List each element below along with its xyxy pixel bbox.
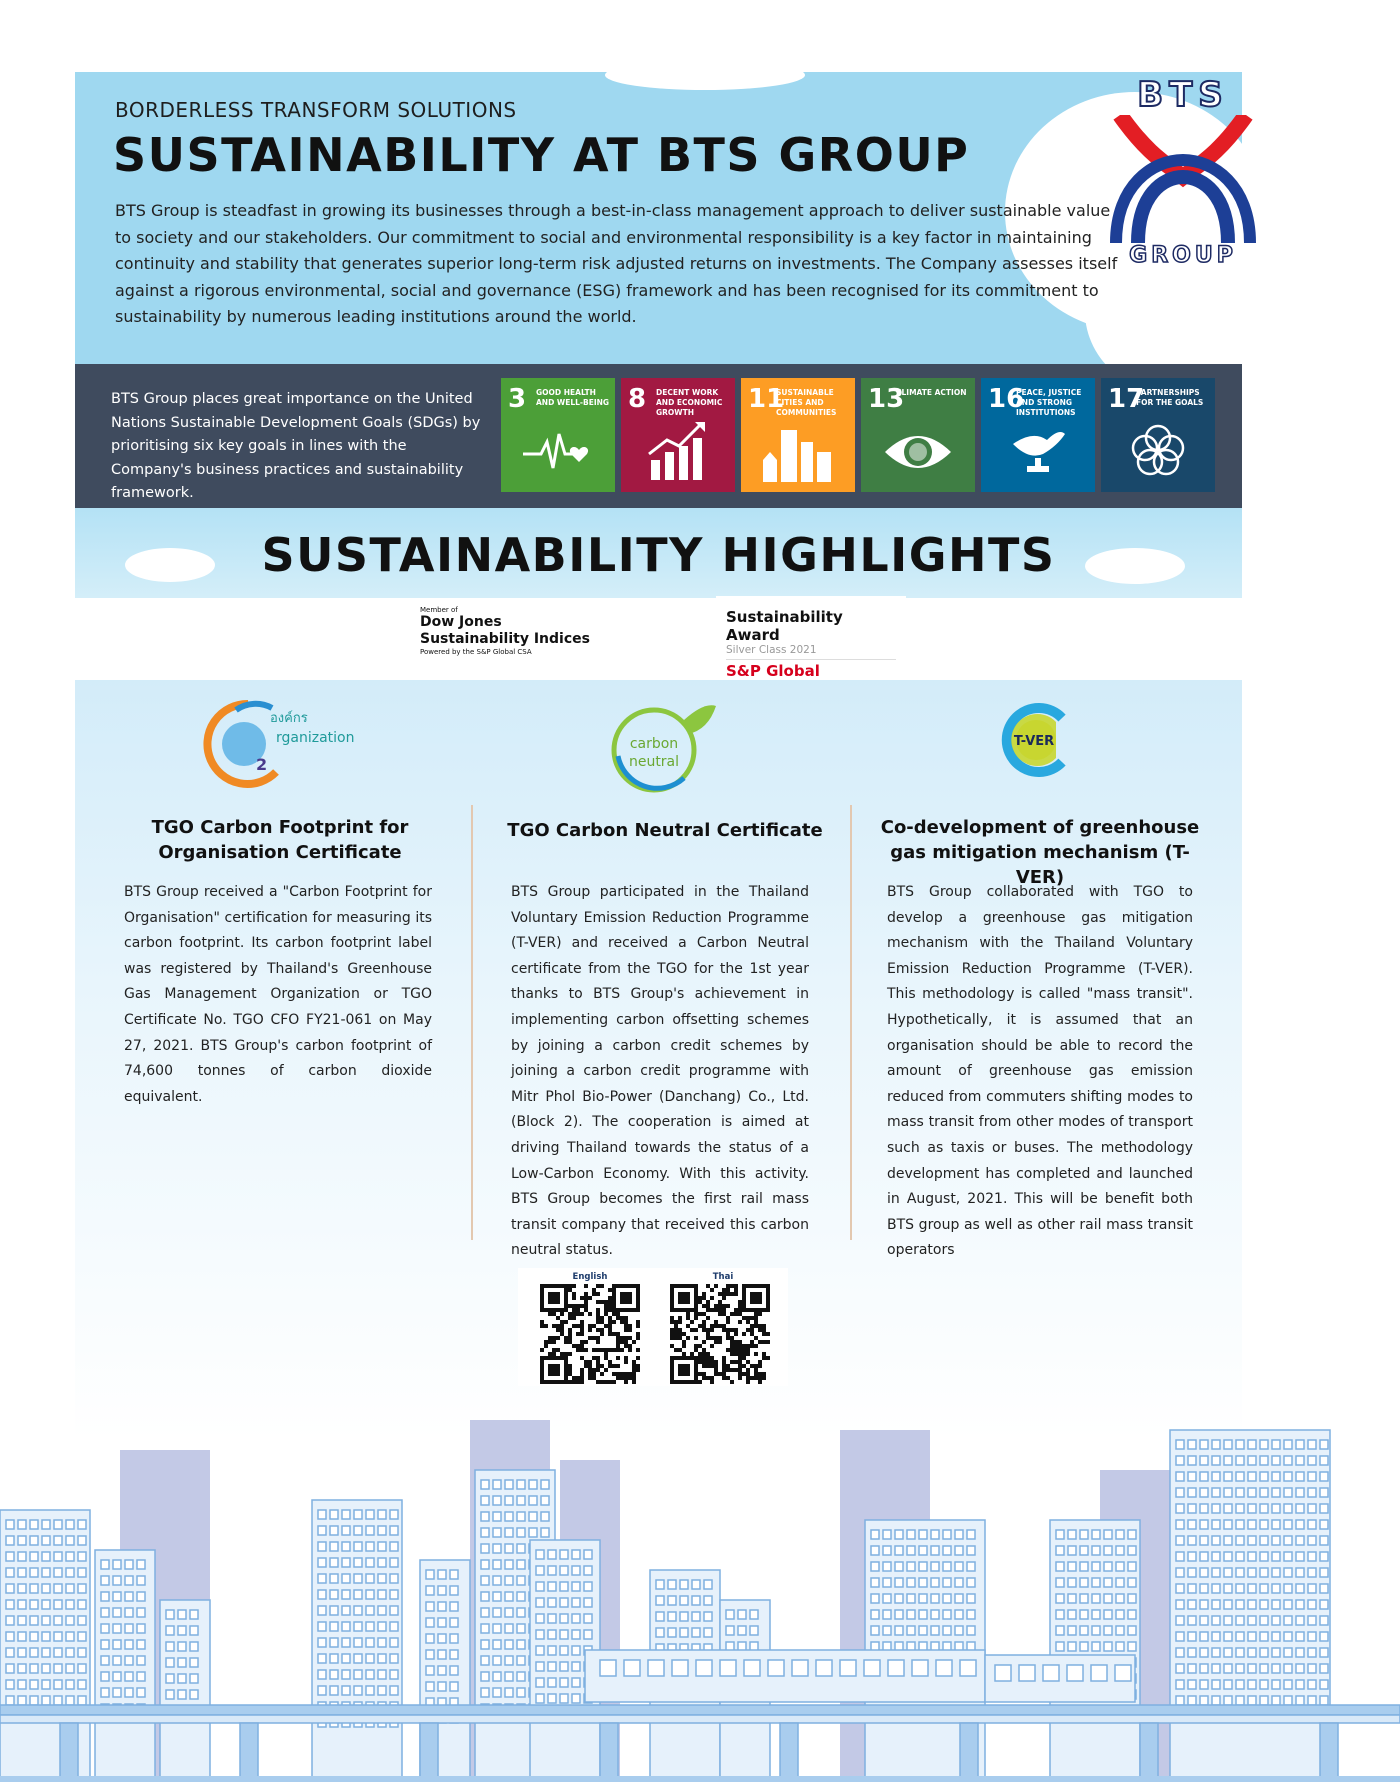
dow-jones-badge — [420, 606, 620, 656]
column-divider — [471, 805, 473, 1240]
hero-subtitle: BORDERLESS TRANSFORM SOLUTIONS — [115, 98, 517, 122]
sdg-tile-17 — [1101, 378, 1215, 492]
logo-tver-text: T-VER — [1013, 734, 1055, 749]
sdg-label: DECENT WORK AND ECONOMIC GROWTH — [656, 388, 723, 417]
bts-group-logo — [1108, 75, 1258, 275]
sp-divider — [726, 659, 896, 660]
dj-line2: Sustainability Indices — [420, 631, 590, 647]
rings-icon — [1123, 420, 1193, 482]
sdg-section — [75, 364, 1242, 508]
hero-banner — [75, 72, 1242, 364]
column-title-tver: Co-development of greenhouse gas mitigation mechanism (T-VER) — [880, 817, 1200, 888]
column-title-neutral: TGO Carbon Neutral Certificate — [507, 820, 823, 841]
sdg-number: 13 — [868, 384, 905, 414]
sdg-tile-8 — [621, 378, 735, 492]
sdg-number: 3 — [508, 384, 527, 414]
column-title-footprint: TGO Carbon Footprint for Organisation Certificate — [151, 817, 409, 863]
logo-neutral-text: neutral — [628, 754, 680, 770]
carbon-neutral-logo-icon — [604, 700, 724, 796]
qr-label-thai: Thai — [712, 1272, 734, 1282]
logo-text-bottom: GROUP — [1129, 243, 1237, 268]
sdg-label: PEACE, JUSTICE AND STRONG INSTITUTIONS — [1016, 388, 1082, 417]
sdg-tile-11 — [741, 378, 855, 492]
sdg-number: 8 — [628, 384, 647, 414]
highlights-title: SUSTAINABILITY HIGHLIGHTS — [261, 528, 1056, 582]
sp-award-class: Silver Class 2021 — [726, 644, 817, 656]
logo-text-top: BTS — [1137, 75, 1229, 115]
sdg-tile-16 — [981, 378, 1095, 492]
cloud-decoration — [605, 60, 805, 90]
cityscape-illustration — [0, 1390, 1400, 1782]
sdg-label: GOOD HEALTH AND WELL-BEING — [536, 388, 610, 407]
svg-text:2: 2 — [256, 755, 268, 774]
column-text-footprint: BTS Group received a "Carbon Footprint for Organisation" certification for measuring its carbon footprint. Its carbon footprint label was registered by Thailand's Greenhouse Gas Management Organization or TGO Certificate No. TGO CFO FY21-061 on May 27, 2021. BTS Group's carbon footprint of 74,600 tonnes of carbon dioxide equivalent. — [124, 884, 432, 1105]
column-divider — [850, 805, 852, 1240]
column-text-tver: BTS Group collaborated with TGO to develop a greenhouse gas mitigation mechanism with the Thailand Voluntary Emission Reduction Programme (T-VER). This methodology is called "mass transit". Hypothetically, it is assumed that an organisation should be able to record the amount of greenhouse gas emission reduced from commuters shifting modes to mass transit from other modes of transport such as taxis or buses. The methodology development has completed and launched in August, 2021. This will be benefit both BTS group as well as other rail mass transit operators — [887, 884, 1193, 1259]
qr-code-panel — [518, 1268, 788, 1386]
sp-global-badge — [716, 596, 906, 678]
logo-carbon-text: carbon — [629, 736, 679, 752]
t-ver-logo-icon — [996, 700, 1076, 780]
logo-arches-icon — [1108, 115, 1258, 243]
qr-label-english: English — [572, 1272, 608, 1282]
sdg-label: SUSTAINABLE CITIES AND COMMUNITIES — [776, 388, 837, 417]
logo-org-text: rganization — [276, 730, 355, 746]
qr-code-thai[interactable] — [670, 1284, 770, 1384]
sp-global-brand: S&P Global — [726, 662, 820, 680]
hero-description: BTS Group is steadfast in growing its businesses through a best-in-class management approach to deliver sustainable value to society and our stakeholders. Our commitment to social and environmental responsibility is a key factor in maintaining continuity and stability that generates superior long-term risk adjusted returns on investments. The Company assesses itself against a rigorous environmental, social and governance (ESG) framework and has been recognised for its commitment to sustainability by numerous leading institutions around the world. — [115, 201, 1118, 326]
dj-member-text: Member of — [420, 606, 458, 614]
sp-award-title: Sustainability Award — [726, 608, 843, 644]
dove-icon — [1003, 420, 1073, 482]
sdg-description: BTS Group places great importance on the United Nations Sustainable Development Goals (SDGs) by prioritising six key goals in lines with the Company's business practices and sustainability framework. — [111, 391, 481, 501]
sdg-tile-13 — [861, 378, 975, 492]
city-icon — [763, 420, 833, 482]
sdg-number: 16 — [988, 384, 1025, 414]
sdg-number: 11 — [748, 384, 785, 414]
highlights-header — [75, 508, 1242, 598]
qr-code-english[interactable] — [540, 1284, 640, 1384]
sdg-label: CLIMATE ACTION — [896, 388, 967, 397]
page-title: SUSTAINABILITY AT BTS GROUP — [113, 128, 970, 182]
growth-chart-icon — [643, 420, 713, 482]
logo-thai-text: องค์กร — [270, 711, 308, 726]
sdg-label: PARTNERSHIPS FOR THE GOALS — [1136, 388, 1204, 407]
tgo-organization-logo-icon — [196, 692, 366, 792]
sdg-number: 17 — [1108, 384, 1145, 414]
heartbeat-icon — [523, 420, 593, 482]
sdg-tile-3 — [501, 378, 615, 492]
column-text-neutral: BTS Group participated in the Thailand Voluntary Emission Reduction Programme (T-VER) and received a Carbon Neutral certificate from the TGO for the 1st year thanks to BTS Group's achievement in implementing carbon offsetting schemes by joining a carbon credit schemes by joining a carbon credit programme with Mitr Phol Bio-Power (Danchang) Co., Ltd. (Block 2). The cooperation is aimed at driving Thailand towards the status of a Low-Carbon Economy. With this activity. BTS Group becomes the first rail mass transit company that received this carbon neutral status. — [511, 884, 809, 1259]
eye-globe-icon — [883, 420, 953, 482]
dj-powered-text: Powered by the S&P Global CSA — [420, 648, 532, 656]
dj-line1: Dow Jones — [420, 614, 502, 630]
